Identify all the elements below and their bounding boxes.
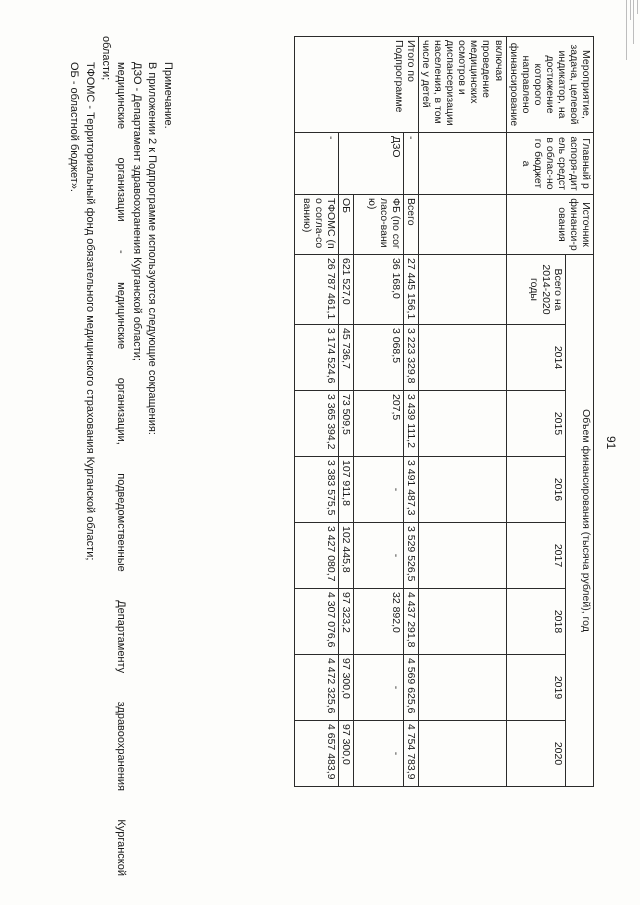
- notes-tfoms: ТФОМС - Территориальный фонд обязательного медицинского страхования Курганской области;: [84, 62, 97, 561]
- row-administrator: -: [404, 133, 419, 195]
- row-source: ФБ (по согласо-ванию): [354, 195, 404, 255]
- table-header-row: [565, 37, 593, 787]
- row-value-2017: 3 529 526,5: [404, 523, 419, 589]
- row-measure: Итого по Подпрограмме: [295, 37, 419, 133]
- header-measure: Мероприятие, задача, целевой индикатор, на достижение которого направлено финансирование: [506, 37, 593, 133]
- notes-ob: ОБ - областной бюджет».: [68, 62, 81, 192]
- row-administrator: ДЗО: [339, 133, 404, 195]
- row-value-2019: -: [354, 655, 404, 721]
- table-row-total: [404, 37, 419, 787]
- row-value-2016: 107 911,8: [339, 457, 354, 523]
- header-year-2017: 2017: [506, 523, 565, 589]
- row-source: ОБ: [339, 195, 354, 255]
- row-value-2014: 45 736,7: [339, 325, 354, 391]
- header-year-2019: 2019: [506, 655, 565, 721]
- row-value-2015: 207,5: [354, 391, 404, 457]
- notes-mo-line2: области;: [99, 36, 112, 81]
- row-total: 27 445 156,1: [404, 255, 419, 325]
- row-value-2018: 4 437 291,8: [404, 589, 419, 655]
- row-value-2017: 3 427 080,7: [295, 523, 339, 589]
- row-total: 621 527,0: [339, 255, 354, 325]
- row-value-2014: 3 174 524,6: [295, 325, 339, 391]
- header-source: Источник финанси-рования: [506, 195, 593, 255]
- row-value-2015: 3 365 394,2: [295, 391, 339, 457]
- row-value-2016: 3 491 487,3: [404, 457, 419, 523]
- row-value-2019: 97 300,0: [339, 655, 354, 721]
- row-value-2017: -: [354, 523, 404, 589]
- row-value-2018: 4 307 076,6: [295, 589, 339, 655]
- row-total: 36 168,0: [354, 255, 404, 325]
- row-value-2019: 4 472 325,6: [295, 655, 339, 721]
- notes-section: [66, 36, 175, 876]
- header-volume-caption: Объем финансирования (тысяча рублей), год: [565, 255, 593, 787]
- row-value-2018: 32 892,0: [354, 589, 404, 655]
- row-total: 26 787 461,1: [295, 255, 339, 325]
- row-value-2020: 4 657 483,9: [295, 721, 339, 787]
- scan-edge-marks: [620, 0, 640, 905]
- financing-table: [294, 36, 594, 787]
- row-value-2017: 102 445,8: [339, 523, 354, 589]
- row-value-2018: 97 323,2: [339, 589, 354, 655]
- notes-mo-line1: медицинские организации - медицинские организации, подведомственные Департаменту здравоохранения Курганской: [115, 62, 128, 876]
- header-year-2014: 2014: [506, 325, 565, 391]
- table-row-continued: [419, 37, 506, 787]
- row-value-2020: -: [354, 721, 404, 787]
- row-value-2015: 73 509,5: [339, 391, 354, 457]
- row-source: ТФОМС (по согла-сованию): [295, 195, 339, 255]
- header-year-2015: 2015: [506, 391, 565, 457]
- table-row-tfoms: [295, 37, 339, 787]
- row-value-2015: 3 439 111,2: [404, 391, 419, 457]
- row-value-2020: 97 300,0: [339, 721, 354, 787]
- row-value-2016: -: [354, 457, 404, 523]
- row-value-2014: 3 068,5: [354, 325, 404, 391]
- notes-intro: В приложении 2 к Подпрограмме используются следующие сокращения:: [146, 62, 159, 435]
- notes-dzo: ДЗО - Департамент здравоохранения Курганской области;: [130, 62, 143, 361]
- row-value-2014: 3 223 329,8: [404, 325, 419, 391]
- row-source: Всего: [404, 195, 419, 255]
- row-administrator: -: [295, 133, 339, 195]
- row-value-2020: 4 754 783,9: [404, 721, 419, 787]
- header-year-2018: 2018: [506, 589, 565, 655]
- header-total: Всего на 2014-2020 годы: [506, 255, 565, 325]
- page-number: 91: [604, 436, 618, 450]
- continued-measure: включая проведение медицинских осмотров и диспансеризации населения, в том числе у детей: [419, 37, 506, 133]
- row-value-2016: 3 383 575,5: [295, 457, 339, 523]
- notes-title: Примечание.: [162, 62, 174, 129]
- header-administrator: Главный распоря-дитель средств облас-ного бюджета: [506, 133, 593, 195]
- header-year-2020: 2020: [506, 721, 565, 787]
- table-row-fb: [354, 37, 404, 787]
- header-year-2016: 2016: [506, 457, 565, 523]
- row-value-2019: 4 569 625,6: [404, 655, 419, 721]
